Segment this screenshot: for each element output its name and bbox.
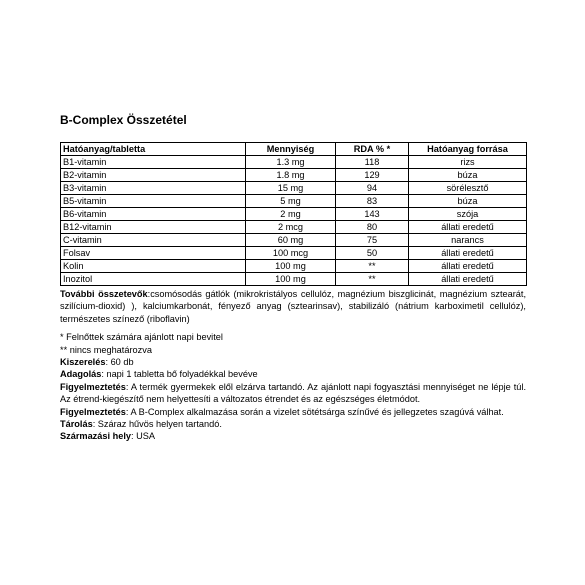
other-ingredients-label: További összetevők xyxy=(60,289,148,299)
dosage-text: : napi 1 tabletta bő folyadékkal bevéve xyxy=(101,369,258,380)
table-row xyxy=(61,182,527,195)
cell-ingredient: B3-vitamin xyxy=(61,182,246,195)
cell-ingredient: B1-vitamin xyxy=(61,156,246,169)
packaging xyxy=(60,356,526,368)
table-row xyxy=(61,208,527,221)
dosage xyxy=(60,368,526,380)
cell-rda: ** xyxy=(336,260,409,273)
table-row xyxy=(61,260,527,273)
header-amount: Mennyiség xyxy=(246,143,336,156)
cell-amount: 1.8 mg xyxy=(246,169,336,182)
cell-amount: 5 mg xyxy=(246,195,336,208)
cell-source: állati eredetű xyxy=(409,221,527,234)
cell-source: rizs xyxy=(409,156,527,169)
storage xyxy=(60,418,526,430)
cell-amount: 100 mcg xyxy=(246,247,336,260)
document xyxy=(60,113,526,443)
table-row xyxy=(61,156,527,169)
cell-amount: 100 mg xyxy=(246,273,336,286)
cell-ingredient: B2-vitamin xyxy=(61,169,246,182)
footnote-not-defined: ** nincs meghatározva xyxy=(60,344,152,355)
cell-source: sörélesztő xyxy=(409,182,527,195)
cell-source: szója xyxy=(409,208,527,221)
origin-label: Származási hely xyxy=(60,431,131,442)
warning-urine xyxy=(60,406,526,418)
warning-urine-text: : A B-Complex alkalmazása során a vizelet sötétsárga színűvé és jellegzetes szagúvá válhat. xyxy=(125,406,504,417)
packaging-label: Kiszerelés xyxy=(60,357,106,368)
footnote-rda: * Felnőttek számára ajánlott napi bevitel xyxy=(60,332,223,343)
cell-rda: 143 xyxy=(336,208,409,221)
warning-general xyxy=(60,381,526,406)
cell-source: állati eredetű xyxy=(409,260,527,273)
cell-amount: 1.3 mg xyxy=(246,156,336,169)
table-row xyxy=(61,273,527,286)
cell-source: narancs xyxy=(409,234,527,247)
warning-urine-label: Figyelmeztetés xyxy=(60,406,126,417)
table-row xyxy=(61,247,527,260)
cell-source: állati eredetű xyxy=(409,247,527,260)
composition-table xyxy=(60,142,527,286)
cell-amount: 60 mg xyxy=(246,234,336,247)
origin xyxy=(60,430,526,442)
cell-ingredient: Kolin xyxy=(61,260,246,273)
cell-rda: ** xyxy=(336,273,409,286)
warning-general-text: : A termék gyermekek elől elzárva tartandó. Az ajánlott napi fogyasztási mennyiséget ne lépje túl. Az étrend-kiegészítő nem helyettesíti a változatos étrendet és az egészséges életmódot. xyxy=(60,381,526,405)
dosage-label: Adagolás xyxy=(60,369,102,380)
header-ingredient: Hatóanyag/tabletta xyxy=(61,143,246,156)
other-ingredients-text: :csomósodás gátlók (mikrokristályos cellulóz, magnézium biszglicinát, magnézium sztearát, szilícium-dioxid) ), kalciumkarbonát, fényező anyag (sztearinsav), stabilizáló (nátrium karboximetil cellulóz), természetes színező (riboflavin) xyxy=(60,289,526,324)
cell-source: állati eredetű xyxy=(409,273,527,286)
cell-rda: 94 xyxy=(336,182,409,195)
storage-label: Tárolás xyxy=(60,419,93,430)
header-source: Hatóanyag forrása xyxy=(409,143,527,156)
table-row xyxy=(61,195,527,208)
cell-rda: 75 xyxy=(336,234,409,247)
document-title: B-Complex Összetétel xyxy=(60,113,187,127)
cell-source: búza xyxy=(409,195,527,208)
table-row xyxy=(61,234,527,247)
cell-ingredient: Folsav xyxy=(61,247,246,260)
table-row xyxy=(61,169,527,182)
cell-ingredient: C-vitamin xyxy=(61,234,246,247)
other-ingredients xyxy=(60,288,526,325)
cell-amount: 2 mcg xyxy=(246,221,336,234)
packaging-text: : 60 db xyxy=(105,357,134,368)
warning-general-label: Figyelmeztetés xyxy=(60,381,126,392)
storage-text: : Száraz hűvös helyen tartandó. xyxy=(92,419,222,430)
cell-ingredient: Inozitol xyxy=(61,273,246,286)
cell-source: búza xyxy=(409,169,527,182)
cell-rda: 80 xyxy=(336,221,409,234)
cell-amount: 15 mg xyxy=(246,182,336,195)
cell-amount: 2 mg xyxy=(246,208,336,221)
cell-ingredient: B6-vitamin xyxy=(61,208,246,221)
table-header-row xyxy=(61,143,527,156)
cell-rda: 50 xyxy=(336,247,409,260)
cell-rda: 129 xyxy=(336,169,409,182)
origin-text: : USA xyxy=(131,431,155,442)
cell-rda: 118 xyxy=(336,156,409,169)
cell-ingredient: B12-vitamin xyxy=(61,221,246,234)
cell-rda: 83 xyxy=(336,195,409,208)
cell-amount: 100 mg xyxy=(246,260,336,273)
header-rda: RDA % * xyxy=(336,143,409,156)
cell-ingredient: B5-vitamin xyxy=(61,195,246,208)
table-row xyxy=(61,221,527,234)
